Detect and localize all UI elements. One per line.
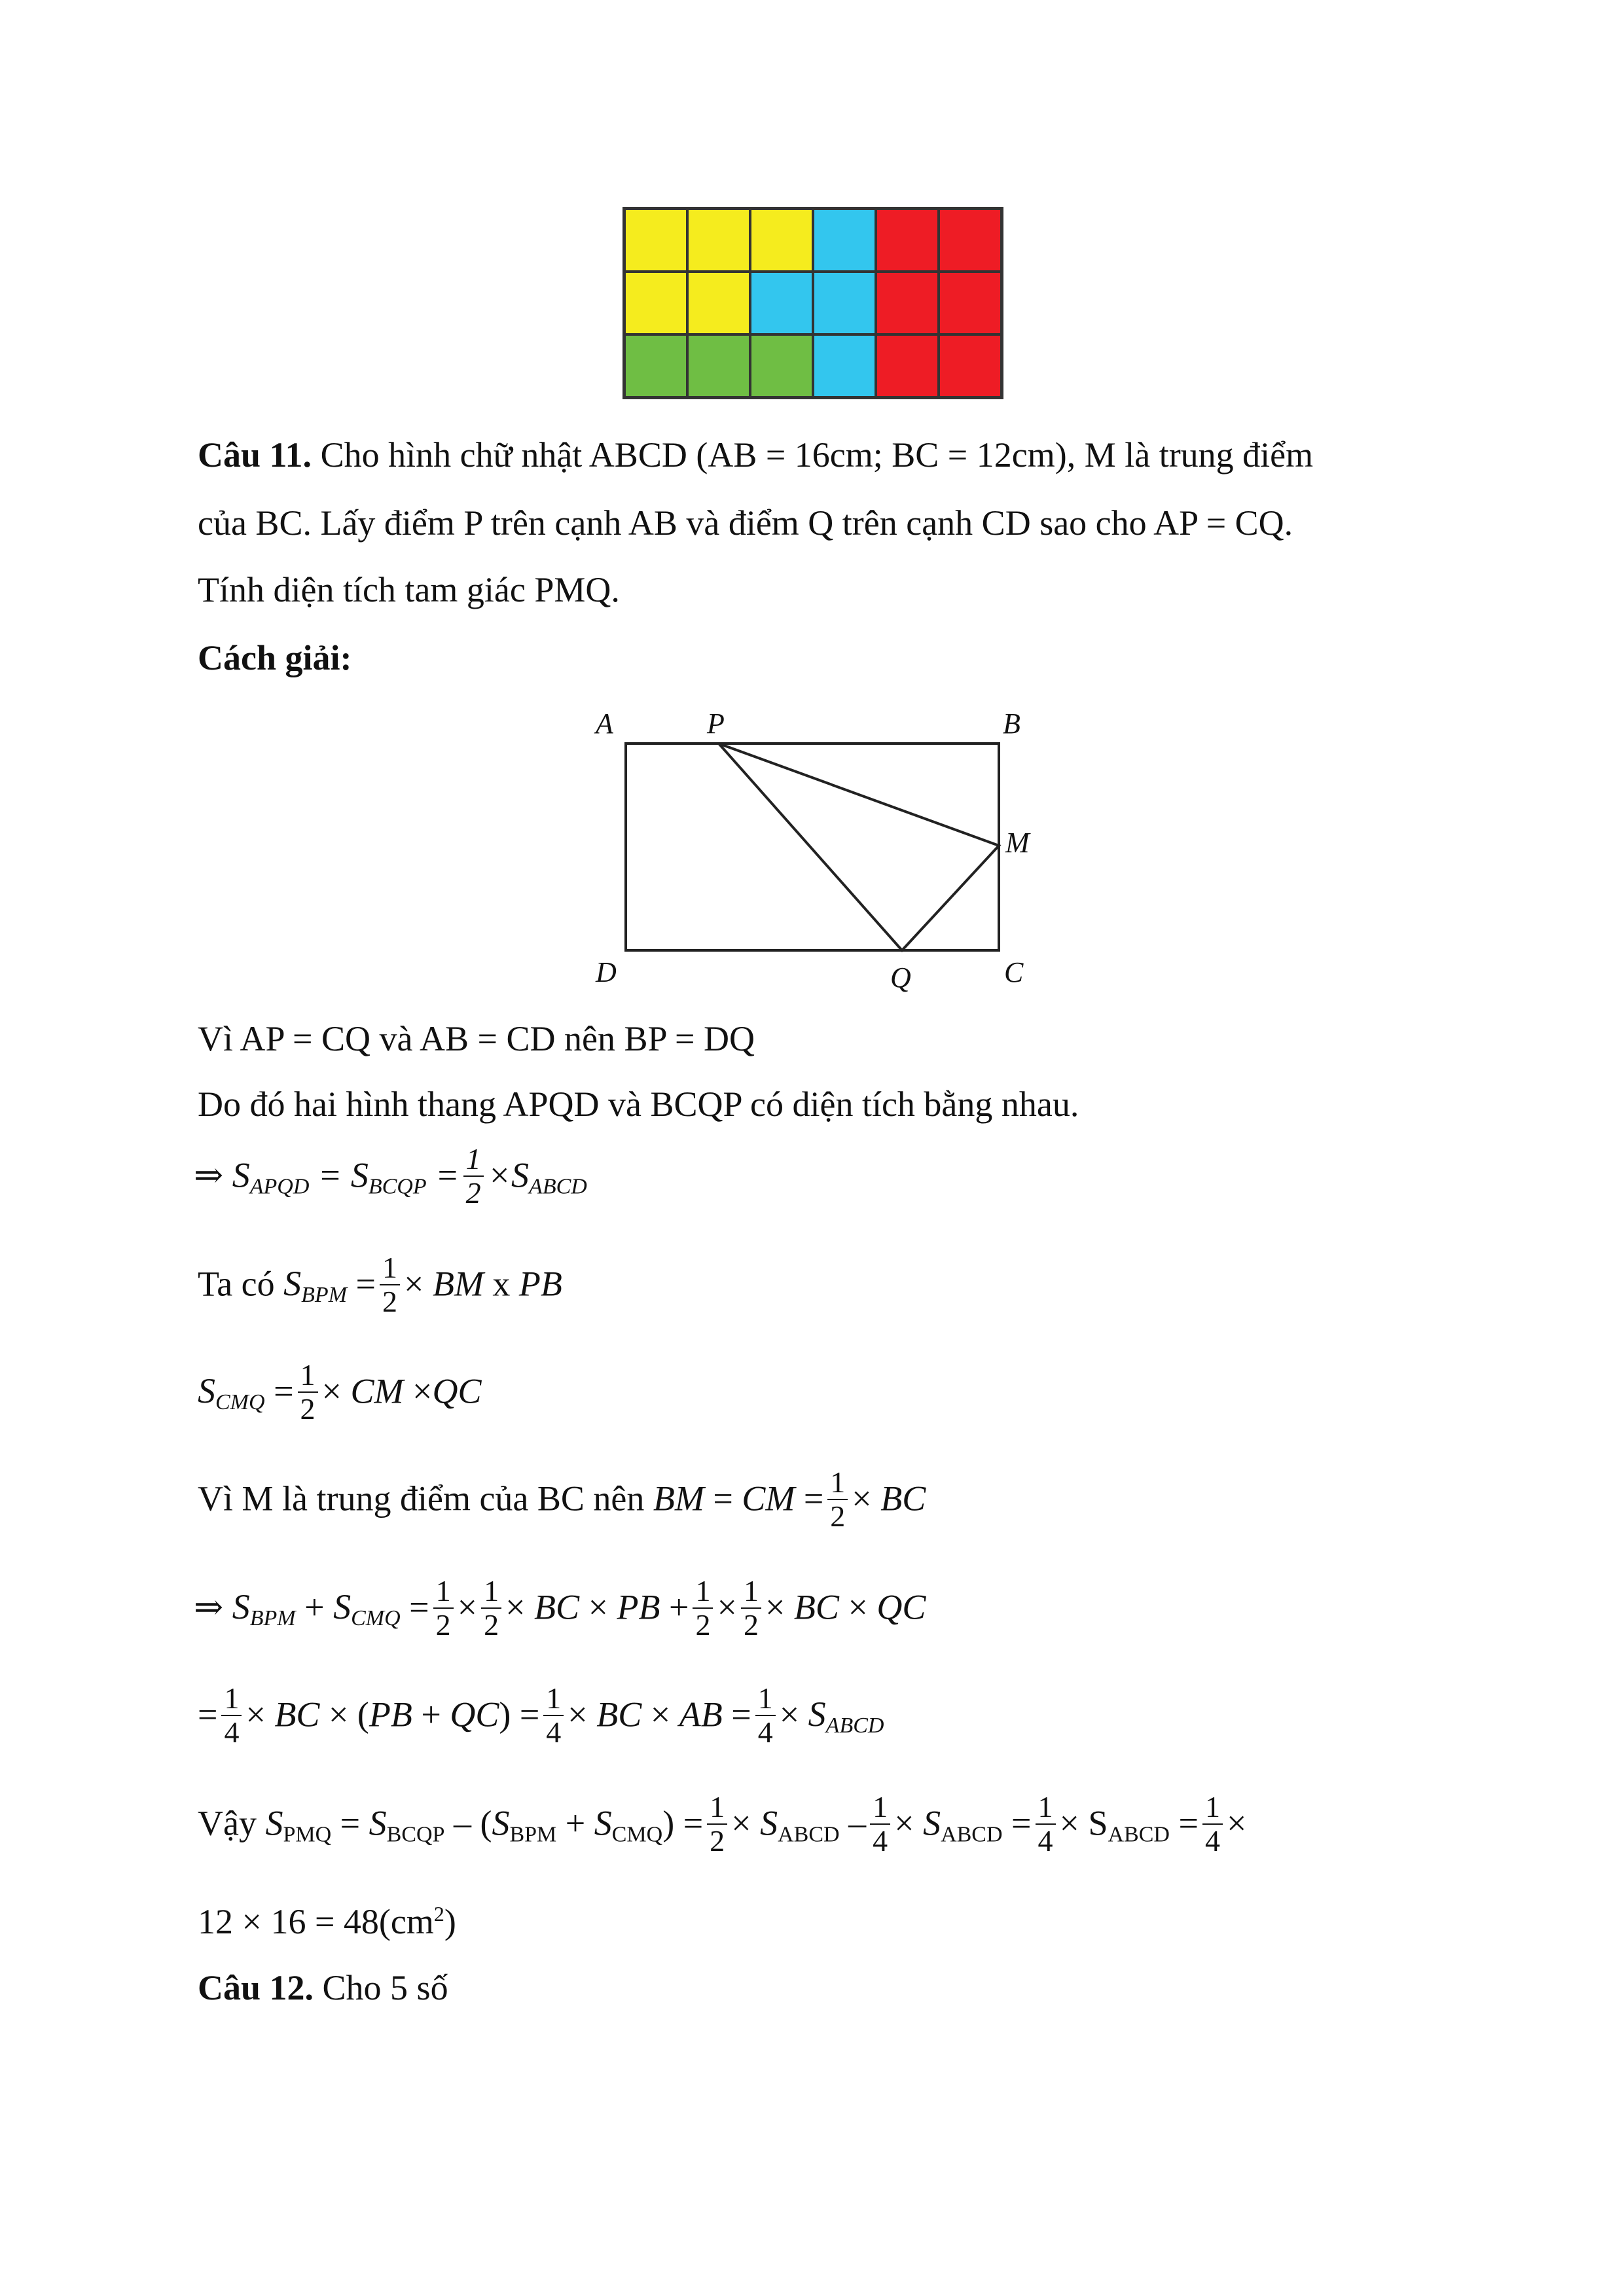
- formula-bpm: Ta có $S_{BPM}$ = $\frac{1}{2}$ × BM x PB: [198, 1251, 562, 1318]
- q11-text-1: Cho hình chữ nhật ABCD (AB = 16cm; BC = 12cm), M là trung điểm: [320, 435, 1314, 475]
- grid-cell: [876, 209, 939, 272]
- q12-label: Câu 12.: [198, 1968, 314, 2007]
- label-p: P: [707, 708, 725, 740]
- formula-cmq: $S_{CMQ}$ = $\frac{1}{2}$ × CM ×QC: [198, 1358, 482, 1426]
- grid-cell: [750, 272, 813, 334]
- grid-cell: [939, 334, 1001, 397]
- q11-line2: của BC. Lấy điểm P trên cạnh AB và điểm Q trên cạnh CD sao cho AP = CQ.: [198, 503, 1293, 543]
- label-q: Q: [890, 961, 911, 994]
- solution-heading: Cách giải:: [198, 638, 352, 677]
- vi-m-label: Vì M là trung điểm của BC nên: [198, 1479, 645, 1518]
- sol-line2: Do đó hai hình thang APQD và BCQP có diện tích bằng nhau.: [198, 1085, 1079, 1124]
- grid-cell: [939, 209, 1001, 272]
- grid-cell: [687, 272, 750, 334]
- formula-midpoint: Vì M là trung điểm của BC nên BM = CM = $\frac{1}{2}$ × BC: [198, 1465, 926, 1533]
- label-a: A: [596, 708, 613, 740]
- grid-cell: [813, 334, 876, 397]
- q11-line1: [198, 437, 1313, 473]
- grid-cell: [876, 334, 939, 397]
- grid-cell: [624, 334, 687, 397]
- ta-co-label: Ta có: [198, 1264, 275, 1304]
- grid-cell: [813, 272, 876, 334]
- grid-cell: [876, 272, 939, 334]
- final-answer-text: 12 × 16 = 48(cm: [198, 1902, 434, 1941]
- q12-line: [198, 1970, 448, 2005]
- formula-result: Vậy $S_{PMQ} = S_{BCQP} - (S_{BPM} + S_{CMQ})$ = $\frac{1}{2}$ × $S_{ABCD}$ – $\frac{1}{4}$ × $S_{ABCD}$ = $\frac{1}{4}$ × $S_{ABCD}$ = $\frac{1}{4}$ ×: [198, 1790, 1247, 1857]
- q11-line3: Tính diện tích tam giác PMQ.: [198, 570, 620, 609]
- rectangle-figure: [576, 694, 1074, 1008]
- colored-grid: [623, 207, 1003, 399]
- label-d: D: [596, 956, 617, 988]
- triangle-pmq: [719, 744, 999, 950]
- label-b: B: [1003, 708, 1020, 740]
- grid-cell: [750, 334, 813, 397]
- grid-cell: [750, 209, 813, 272]
- grid-cell: [687, 334, 750, 397]
- label-c: C: [1004, 956, 1024, 988]
- grid-cell: [813, 209, 876, 272]
- label-m: M: [1005, 827, 1030, 859]
- formula-quarter: = $\frac{1}{4}$ × BC × (PB + QC) = $\frac{1}{4}$ × BC × AB = $\frac{1}{4}$ × $S_{ABCD}$: [198, 1681, 884, 1749]
- q11-label: Câu 11.: [198, 435, 312, 475]
- grid-cell: [687, 209, 750, 272]
- grid-cell: [624, 272, 687, 334]
- formula-sum: ⇒ $S_{BPM} + S_{CMQ}$ = $\frac{1}{2}$ × $\frac{1}{2}$ × BC × PB + $\frac{1}{2}$ × $\frac{1}{2}$ × BC × QC: [194, 1574, 926, 1641]
- vay-label: Vậy: [198, 1803, 257, 1843]
- final-answer-sup: 2: [433, 1902, 444, 1926]
- q12-text: Cho 5 số: [322, 1968, 448, 2007]
- final-answer: [198, 1903, 456, 1939]
- sol-line1: Vì AP = CQ và AB = CD nên BP = DQ: [198, 1019, 755, 1058]
- formula-apqd: ⇒ $S_{APQD} = S_{BCQP}$ = $\frac{1}{2}$ $\times S_{ABCD}$: [194, 1142, 587, 1210]
- grid-cell: [939, 272, 1001, 334]
- final-answer-end: ): [444, 1902, 456, 1941]
- rectangle-abcd: [626, 744, 999, 950]
- grid-cell: [624, 209, 687, 272]
